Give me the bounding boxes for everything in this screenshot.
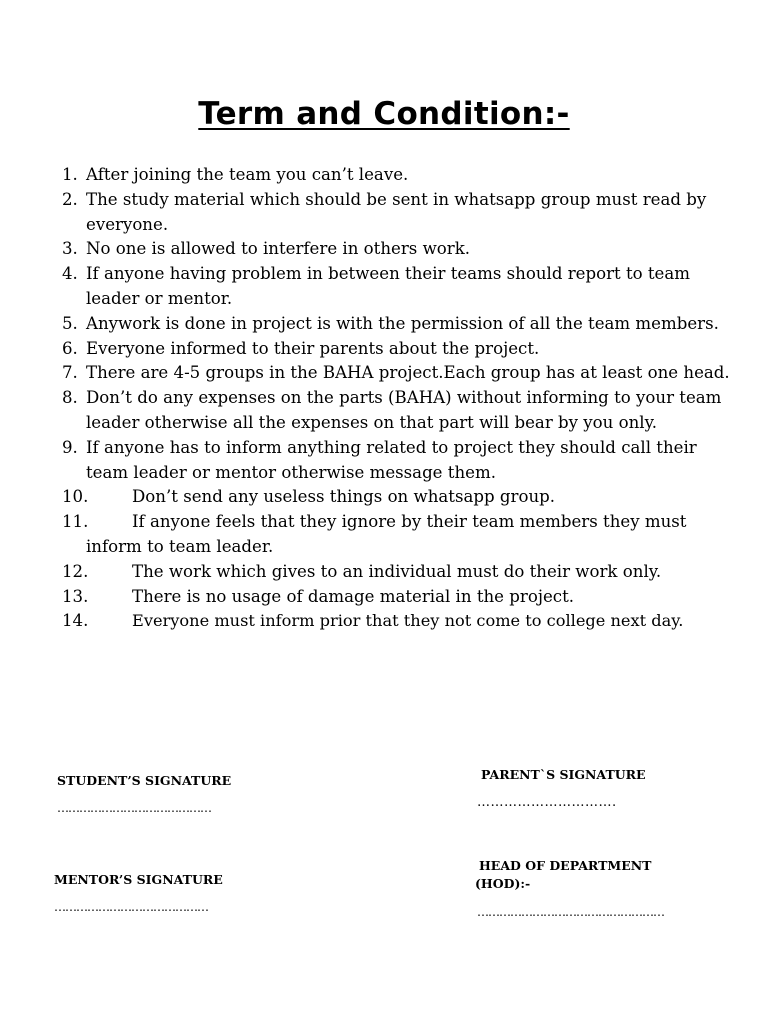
term-text: If anyone having problem in between their teams should report to team leader or mentor. bbox=[86, 264, 691, 308]
term-item-5 bbox=[62, 312, 732, 337]
term-text: No one is allowed to interfere in others work. bbox=[86, 239, 471, 259]
mentor-signature-label: MENTOR’S SIGNATURE bbox=[54, 872, 223, 887]
term-number: 4. bbox=[62, 264, 78, 284]
document-title: Term and Condition:- bbox=[198, 96, 570, 132]
term-number: 2. bbox=[62, 189, 78, 209]
term-number: 5. bbox=[62, 313, 78, 333]
term-number: 3. bbox=[62, 239, 78, 259]
term-text: Everyone informed to their parents about the project. bbox=[86, 338, 540, 358]
term-number: 12. bbox=[62, 561, 89, 581]
term-number: 6. bbox=[62, 338, 78, 358]
term-number: 7. bbox=[62, 363, 78, 383]
hod-signature-label-line2: (HOD):- bbox=[475, 876, 531, 891]
term-item-10 bbox=[62, 485, 732, 510]
terms-list bbox=[62, 163, 732, 634]
term-item-7 bbox=[62, 361, 732, 386]
hod-signature-label-line1: HEAD OF DEPARTMENT bbox=[479, 858, 652, 873]
term-item-3 bbox=[62, 237, 732, 262]
hod-signature-line: …………………………………………… bbox=[477, 905, 664, 919]
term-number: 11. bbox=[62, 512, 89, 532]
mentor-signature-line: …………………………………… bbox=[54, 900, 208, 914]
term-text: Anywork is done in project is with the permission of all the team members. bbox=[86, 313, 719, 333]
term-item-12 bbox=[62, 560, 732, 585]
term-text: The study material which should be sent in whatsapp group must read by everyone. bbox=[86, 189, 707, 234]
term-number: 9. bbox=[62, 437, 78, 457]
student-signature-label: STUDENT’S SIGNATURE bbox=[57, 773, 232, 788]
term-text: There is no usage of damage material in the project. bbox=[132, 586, 575, 606]
term-item-14 bbox=[62, 609, 732, 634]
term-number: 1. bbox=[62, 165, 78, 184]
term-item-6 bbox=[62, 337, 732, 362]
term-text: There are 4-5 groups in the BAHA project.Each group has at least one head. bbox=[86, 363, 730, 383]
document-title-wrap bbox=[0, 96, 768, 132]
term-text: Don’t send any useless things on whatsapp group. bbox=[132, 487, 556, 507]
term-item-1 bbox=[62, 163, 732, 188]
parent-signature-line: …………………………. bbox=[477, 795, 617, 810]
term-text: Don’t do any expenses on the parts (BAHA) without informing to your team leader otherwise all the expenses on that part will bear by you only. bbox=[86, 388, 722, 432]
term-number: 8. bbox=[62, 388, 78, 408]
term-item-13 bbox=[62, 585, 732, 610]
term-text: If anyone feels that they ignore by their team members they must inform to team leader. bbox=[86, 512, 687, 556]
term-text: After joining the team you can’t leave. bbox=[86, 165, 409, 184]
term-item-2 bbox=[62, 188, 732, 238]
term-number: 10. bbox=[62, 487, 89, 507]
term-number: 14. bbox=[62, 611, 89, 631]
term-item-4 bbox=[62, 262, 732, 312]
parent-signature-label: PARENT`S SIGNATURE bbox=[481, 767, 646, 782]
term-item-9 bbox=[62, 436, 732, 486]
term-number: 13. bbox=[62, 586, 89, 606]
student-signature-line: …………………………………… bbox=[57, 801, 211, 815]
term-item-8 bbox=[62, 386, 732, 436]
term-item-11 bbox=[62, 510, 732, 560]
term-text: Everyone must inform prior that they not come to college next day. bbox=[132, 611, 684, 631]
term-text: The work which gives to an individual must do their work only. bbox=[132, 561, 662, 581]
term-text: If anyone has to inform anything related to project they should call their team leader or mentor otherwise message them. bbox=[86, 437, 697, 482]
